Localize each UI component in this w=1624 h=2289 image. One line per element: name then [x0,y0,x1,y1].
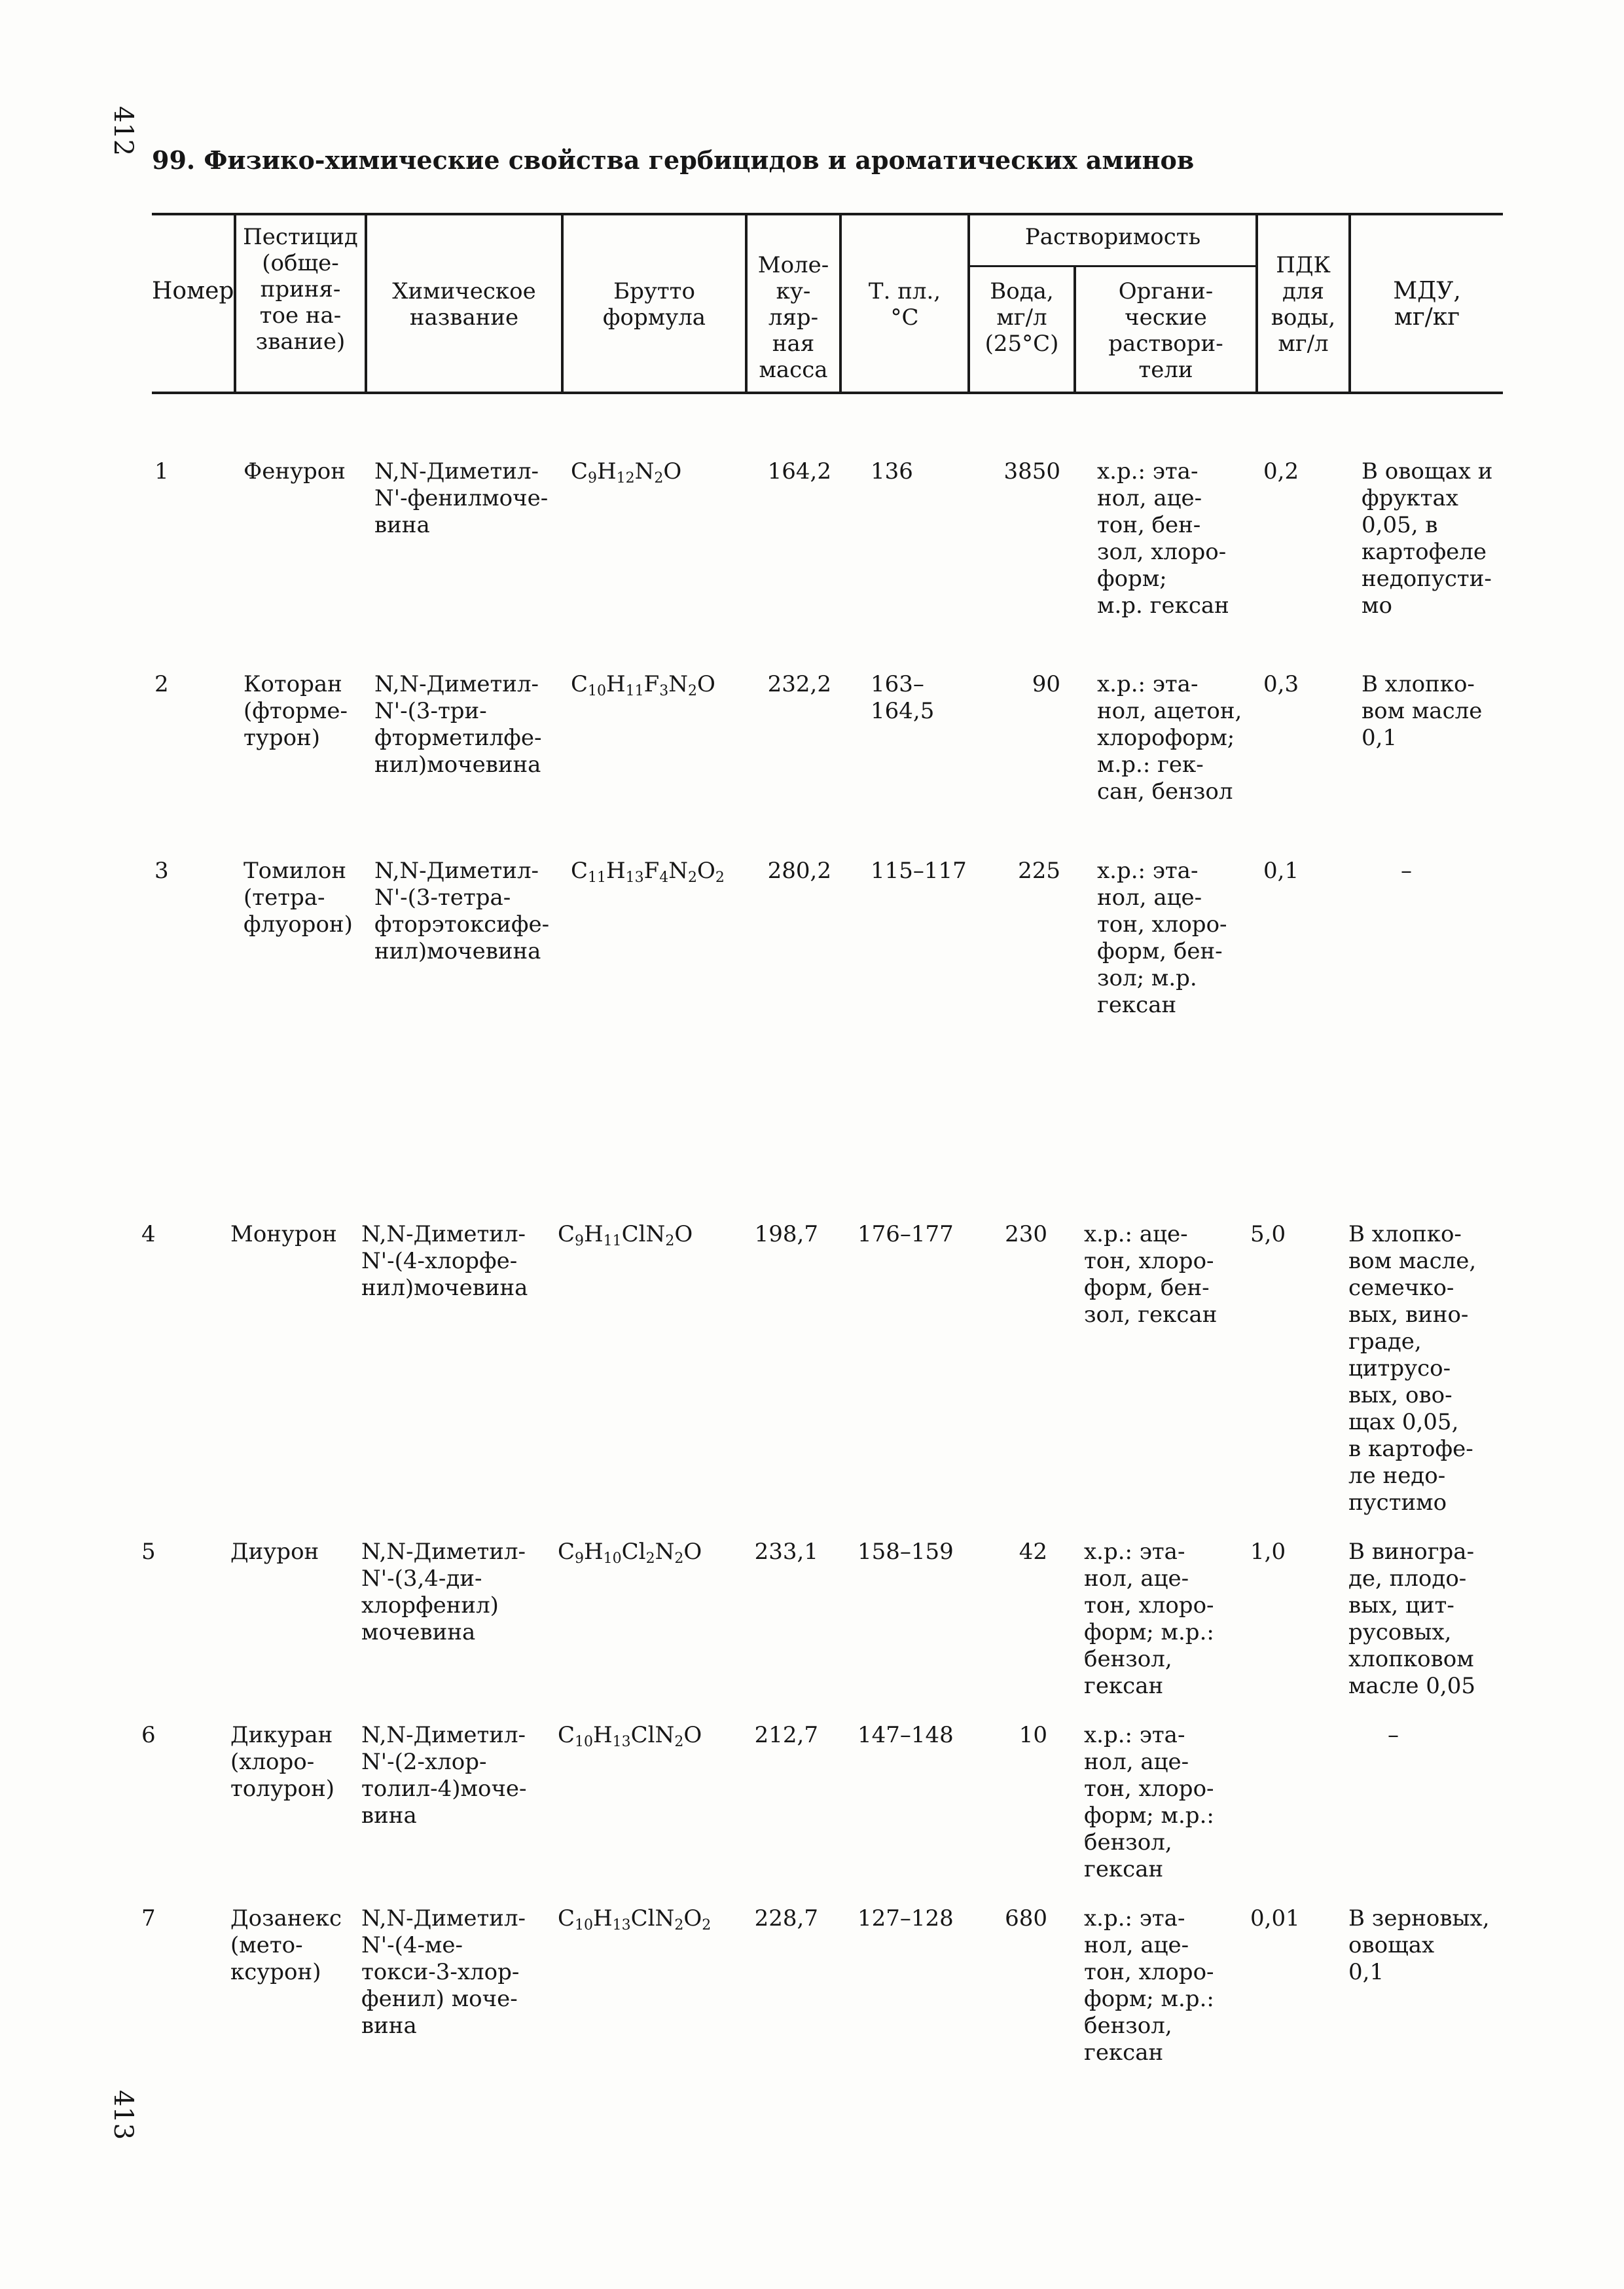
row-2-name: Которан (фторме- турон) [244,671,348,751]
row-2-mp: 163– 164,5 [871,671,935,724]
header-number: Номер [152,278,234,304]
row-7-name: Дозанекс (мето- ксурон) [230,1905,342,1985]
row-1-pdk: 0,2 [1263,458,1299,485]
row-7-mass: 228,7 [754,1905,818,1932]
row-1-mass: 164,2 [767,458,831,485]
row-2-formula: $C_{10}H_{11}F_3N_2O$ [571,671,715,699]
row-7-pdk: 0,01 [1250,1905,1300,1932]
row-3-mass: 280,2 [767,858,831,884]
row-5-water: 42 [1019,1539,1047,1565]
row-2-pdk: 0,3 [1263,671,1299,697]
header-formula: Брутто формула [602,278,706,331]
row-7-organic: х.р.: эта- нол, аце- тон, хлоро- форм; м.р.: бензол, гексан [1084,1905,1214,2066]
row-5-chem: N,N-Диметил- N'-(3,4-ди- хлорфенил) мочевина [361,1539,526,1645]
row-1-name: Фенурон [244,458,346,485]
row-4-chem: N,N-Диметил- N'-(4-хлорфе- нил)мочевина [361,1221,528,1301]
row-3-water: 225 [1018,858,1060,884]
row-1-mp: 136 [871,458,913,485]
row-2-water: 90 [1032,671,1060,697]
row-1-formula: $C_9H_{12}N_2O$ [571,458,682,486]
row-3-mp: 115–117 [871,858,967,884]
row-3-num: 3 [154,858,169,884]
row-6-mp: 147–148 [857,1722,954,1748]
header-molar-mass: Моле- ку- ляр- ная масса [757,252,829,383]
row-5-name: Диурон [230,1539,319,1565]
page-number-top: 412 [108,105,139,156]
row-3-chem: N,N-Диметил- N'-(3-тетра- фторэтоксифе- нил)мочевина [374,858,550,964]
table-top-rule [152,213,1503,215]
row-7-num: 7 [141,1905,156,1932]
row-5-mp: 158–159 [857,1539,954,1565]
header-solubility: Растворимость [1024,224,1201,250]
row-5-num: 5 [141,1539,156,1565]
row-6-mass: 212,7 [754,1722,818,1748]
row-4-name: Монурон [230,1221,337,1247]
row-4-organic: х.р.: аце- тон, хлоро- форм, бен- зол, гексан [1084,1221,1218,1328]
row-1-mdu: В овощах и фруктах 0,05, в картофеле недопусти- мо [1362,458,1493,619]
row-2-mass: 232,2 [767,671,831,697]
row-6-mdu: – [1388,1722,1399,1748]
row-2-num: 2 [154,671,169,697]
row-7-water: 680 [1005,1905,1047,1932]
row-7-chem: N,N-Диметил- N'-(4-ме- токси-3-хлор- фенил) моче- вина [361,1905,526,2039]
row-4-pdk: 5,0 [1250,1221,1286,1247]
header-organic-solvents: Органи- ческие раствори- тели [1108,278,1223,383]
row-7-formula: $C_{10}H_{13}ClN_2O_2$ [558,1905,712,1933]
header-chemical-name: Химическое название [392,278,536,331]
row-4-formula: $C_9H_{11}ClN_2O$ [558,1221,693,1249]
page-number-bottom: 413 [108,2089,139,2140]
row-3-mdu: – [1401,858,1412,884]
row-1-organic: х.р.: эта- нол, аце- тон, бен- зол, хлоро- форм; м.р. гексан [1097,458,1229,619]
row-2-mdu: В хлопко- вом масле 0,1 [1362,671,1483,751]
row-6-chem: N,N-Диметил- N'-(2-хлор- толил-4)моче- вина [361,1722,527,1829]
row-2-chem: N,N-Диметил- N'-(3-три- фторметилфе- нил)мочевина [374,671,542,778]
row-1-water: 3850 [1003,458,1060,485]
row-4-water: 230 [1005,1221,1047,1247]
header-pdk: ПДК для воды, мг/л [1271,252,1336,357]
header-melting-point: Т. пл., °С [868,278,941,331]
row-4-mass: 198,7 [754,1221,818,1247]
row-5-pdk: 1,0 [1250,1539,1286,1565]
header-mdu: МДУ, мг/кг [1393,278,1461,331]
row-4-num: 4 [141,1221,156,1247]
header-bottom-rule [152,392,1503,394]
row-5-mdu: В виногра- де, плодо- вых, цит- русовых, хлопковом масле 0,05 [1348,1539,1475,1699]
row-4-mp: 176–177 [857,1221,954,1247]
row-6-water: 10 [1019,1722,1047,1748]
header-water: Вода, мг/л (25°С) [984,278,1059,357]
row-5-organic: х.р.: эта- нол, аце- тон, хлоро- форм; м.р.: бензол, гексан [1084,1539,1214,1699]
row-1-chem: N,N-Диметил- N'-фенилмоче- вина [374,458,549,538]
row-3-organic: х.р.: эта- нол, аце- тон, хлоро- форм, бен- зол; м.р. гексан [1097,858,1227,1018]
table-title: 99. Физико-химические свойства гербицидов и ароматических аминов [152,145,1195,175]
row-7-mdu: В зерновых, овощах 0,1 [1348,1905,1490,1985]
row-5-formula: $C_9H_{10}Cl_2N_2O$ [558,1539,702,1567]
row-6-name: Дикуран (хлоро- толурон) [230,1722,335,1802]
row-2-organic: х.р.: эта- нол, ацетон, хлороформ; м.р.: гек- сан, бензол [1097,671,1242,805]
row-7-mp: 127–128 [857,1905,954,1932]
row-1-num: 1 [154,458,169,485]
row-6-num: 6 [141,1722,156,1748]
row-4-mdu: В хлопко- вом масле, семечко- вых, вино- граде, цитрусо- вых, ово- щах 0,05, в картофе- ле недо- пустимо [1348,1221,1477,1516]
row-6-organic: х.р.: эта- нол, аце- тон, хлоро- форм; м.р.: бензол, гексан [1084,1722,1214,1882]
row-3-pdk: 0,1 [1263,858,1299,884]
row-3-name: Томилон (тетра- флуорон) [244,858,353,938]
row-5-mass: 233,1 [754,1539,818,1565]
row-6-formula: $C_{10}H_{13}ClN_2O$ [558,1722,702,1750]
solubility-rule [969,265,1255,267]
header-pesticide: Пестицид (обще- приня- тое на- звание) [243,224,358,355]
row-3-formula: $C_{11}H_{13}F_4N_2O_2$ [571,858,725,886]
